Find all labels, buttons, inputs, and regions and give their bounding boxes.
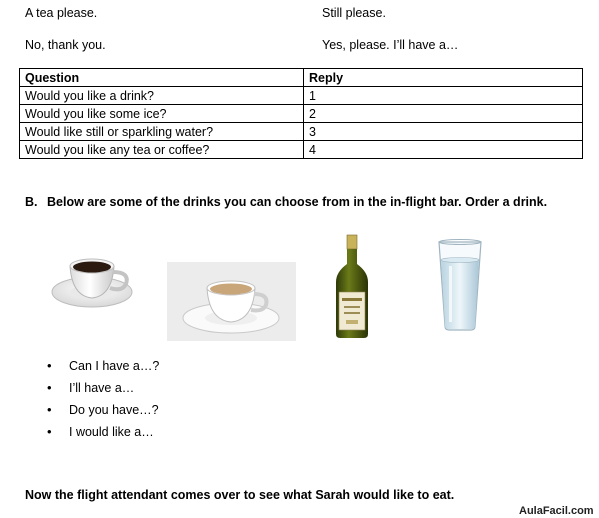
question-cell: Would like still or sparkling water? xyxy=(20,123,304,141)
column-header-question: Question xyxy=(20,69,304,87)
bullet-icon: • xyxy=(47,380,52,395)
water-glass-image xyxy=(436,238,484,332)
table-row xyxy=(20,141,583,159)
question-cell: Would you like any tea or coffee? xyxy=(20,141,304,159)
useful-phrases-list xyxy=(47,357,159,445)
section-label: B. xyxy=(25,195,38,209)
bullet-icon: • xyxy=(47,358,52,373)
footer-sentence: Now the flight attendant comes over to see what Sarah would like to eat. xyxy=(25,488,455,502)
column-header-reply: Reply xyxy=(304,69,583,87)
phrase-right-2: Yes, please. I’ll have a… xyxy=(322,38,459,52)
reply-cell: 2 xyxy=(304,105,583,123)
list-item: • Do you have…? xyxy=(47,402,159,417)
table-row xyxy=(20,123,583,141)
bullet-icon: • xyxy=(47,402,52,417)
phrase-right-1: Still please. xyxy=(322,6,386,20)
coffee-cup-image xyxy=(50,248,136,312)
list-item: • I would like a… xyxy=(47,424,154,439)
reply-cell: 3 xyxy=(304,123,583,141)
question-cell: Would you like a drink? xyxy=(20,87,304,105)
tea-cup-image xyxy=(167,262,296,341)
list-item: • I’ll have a… xyxy=(47,380,135,395)
reply-cell: 1 xyxy=(304,87,583,105)
watermark: AulaFacil.com xyxy=(519,505,594,517)
wine-bottle-image xyxy=(330,234,374,340)
bullet-icon: • xyxy=(47,424,52,439)
section-b-instruction xyxy=(25,195,547,209)
table-row xyxy=(20,105,583,123)
reply-cell: 4 xyxy=(304,141,583,159)
table-header-row xyxy=(20,69,583,87)
question-cell: Would you like some ice? xyxy=(20,105,304,123)
table-row xyxy=(20,87,583,105)
question-reply-table xyxy=(19,68,583,159)
phrase-left-2: No, thank you. xyxy=(25,38,106,52)
list-item: • Can I have a…? xyxy=(47,358,160,373)
section-text: Below are some of the drinks you can choose from in the in-flight bar. Order a drink. xyxy=(47,195,548,209)
phrase-left-1: A tea please. xyxy=(25,6,98,20)
